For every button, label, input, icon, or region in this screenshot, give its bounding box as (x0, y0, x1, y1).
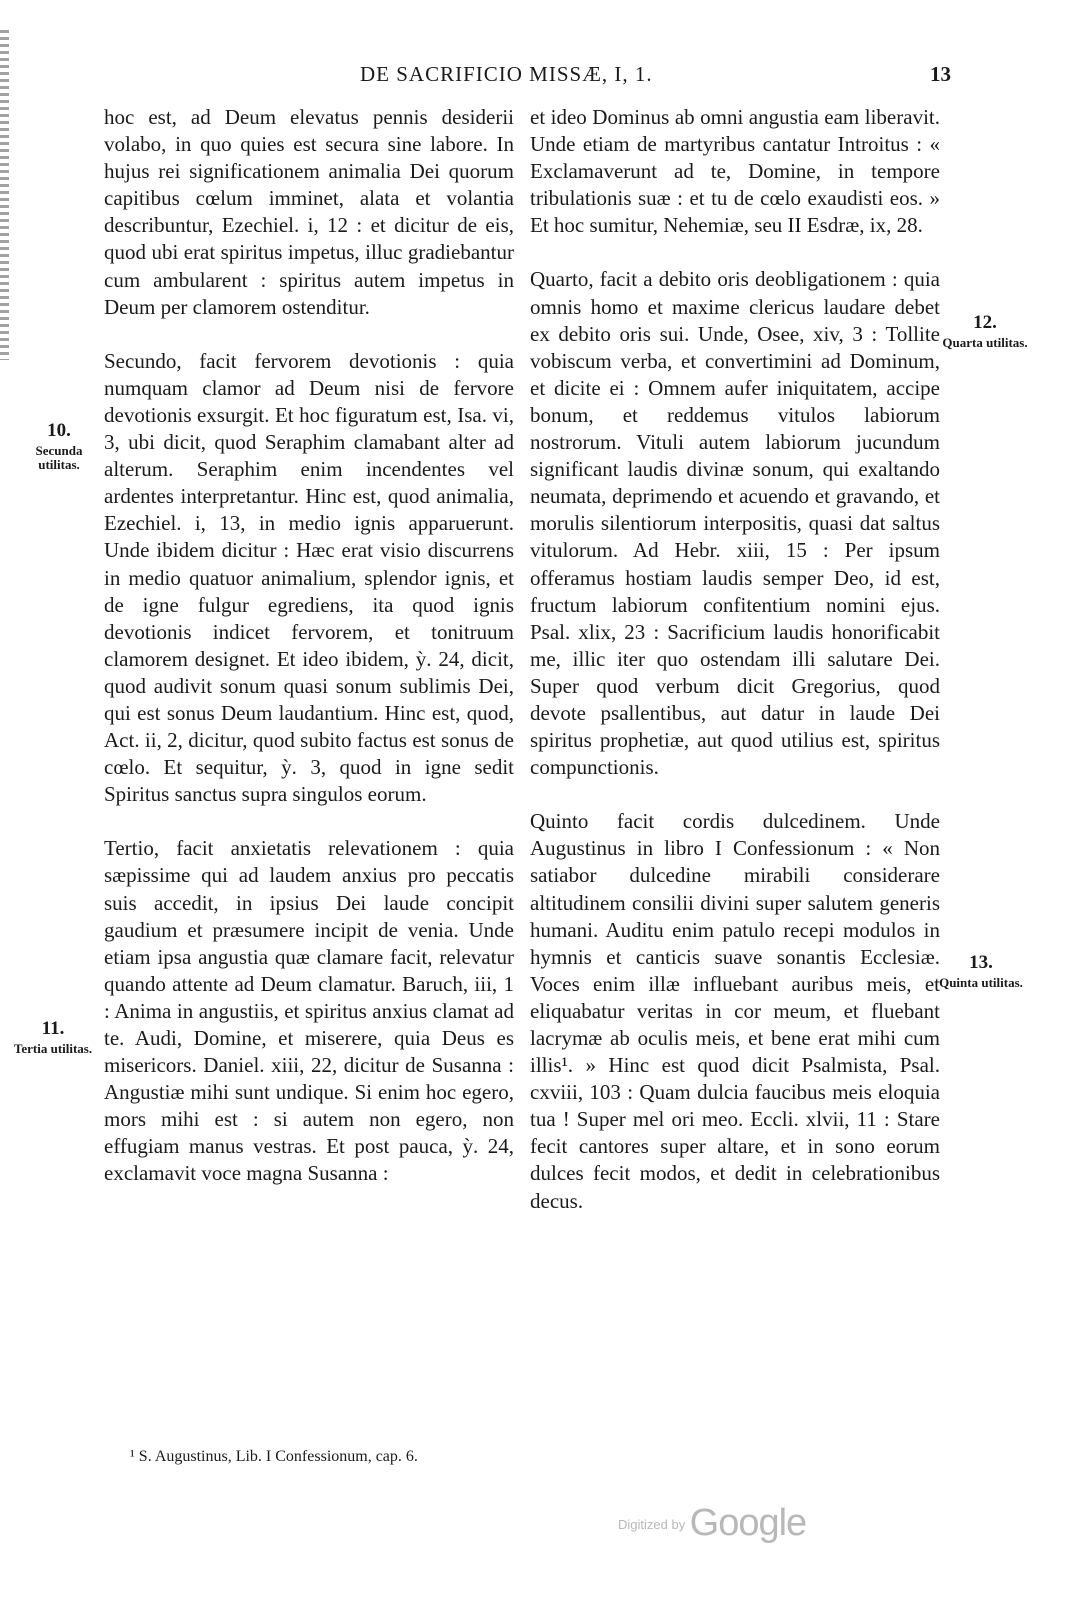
binding-edge (0, 30, 9, 360)
margin-note-number: 11. (41, 1018, 65, 1039)
paragraph-quinto: Quinto facit cordis dulcedinem. Unde Augustinus in libro I Confessionum : « Non satiabor dulcedine mirabili considerare altitudinem consilii divini super salutem generis humani. Auditu enim patulo recepi modulos in hymnis et canticis suave sonantis Ecclesiæ. Voces enim illæ influebant auribus meis, et eliquabatur veritas in cor meum, et fluebant lacrymæ ab oculis meis, et bene erat mihi cum illis¹. » Hinc est quod dicit Psalmista, Psal. cxviii, 103 : Quam dulcia faucibus meis eloquia tua ! Super mel ori meo. Eccli. xlvii, 11 : Stare fecit cantores super altare, et in sono eorum dulces fecit modos, et dedit in celebrationibus decus. (530, 809, 940, 1213)
paragraph-tertio: Tertio, facit anxietatis relevationem : quia sæpissime qui ad laudem anxius pro peccatis suis accedit, in ipsius Dei laude concipit gaudium et præsumere incipit de venia. Unde etiam ipsa angustia quæ clamare facit, relevatur quando attente ad Deum clamatur. Baruch, iii, 1 : Anima in angustiis, et spiritus anxius clamat ad te. Audi, Domine, et miserere, quia Deus es misericors. Daniel. xiii, 22, dicitur de Susanna : Angustiæ mihi sunt undique. Si enim hoc egero, mors mihi est : si autem non egero, non effugiam manus vestras. Et post pauca, ỳ. 24, exclamavit voce magna Susanna : (104, 836, 514, 1186)
paragraph-continuation: hoc est, ad Deum elevatus pennis desiderii volabo, in quo quies est secura sine labore. In hujus rei significationem animalia Dei quorum capitibus cœlum imminet, alata et volantia describuntur, Ezechiel. i, 12 : et dicitur de eis, quod ubi erat spiritus impetus, illuc gradiebantur cum ambularent : spiritus autem impetus in Deum per clamorem ostenditur. (104, 105, 514, 319)
running-head: DE SACRIFICIO MISSÆ, I, 1. (360, 62, 653, 86)
margin-note-label: Quinta utilitas. (939, 975, 1023, 990)
google-logo: Google (689, 1502, 807, 1544)
paragraph-continuation-right: et ideo Dominus ab omni angustia eam liberavit. Unde etiam de martyribus cantatur Introitus : « Exclamaverunt ad te, Domine, in tempore tribulationis suæ : et tu de cœlo exaudisti eos. » Et hoc sumitur, Nehemiæ, seu II Esdræ, ix, 28. (530, 105, 940, 238)
paragraph-secundo: Secundo, facit fervorem devotionis : quia numquam clamor ad Deum nisi de fervore devotionis exsurgit. Et hoc figuratum est, Isa. vi, 3, ubi dicit, quod Seraphim clamabant alter ad alterum. Seraphim enim incendentes vel ardentes interpretantur. Hinc est, quod animalia, Ezechiel. i, 13, in medio ignis apparuerunt. Unde ibidem dicitur : Hæc erat visio discurrens in medio quatuor animalium, splendor ignis, et de igne fulgur egrediens, ita quod ignis devotionis indicet fervorem, et tonitruum clamorem designet. Et ideo ibidem, ỳ. 24, dicit, quod audivit sonum quasi sonum sublimis Dei, qui est sonus Deum laudantium. Hinc est, quod, Act. ii, 2, dicitur, quod subito factus est sonus de cœlo. Et sequitur, ỳ. 3, quod in igne sedit Spiritus sanctus supra singulos eorum. (104, 348, 514, 807)
paragraph-quarto: Quarto, facit a debito oris deobligationem : quia omnis homo et maxime clericus laudare debet ex debito oris sui. Unde, Osee, xiv, 3 : Tollite vobiscum verba, et convertimini ad Dominum, et dicite ei : Omnem aufer iniquitatem, accipe bonum, et reddemus vitulos labiorum nostrorum. Vituli autem labiorum jucundum significant laudis divinæ sonum, qui exaltando neumata, deprimendo et acuendo et gravando, et morulis silentiorum interpositis, quasi dat saltus vitulorum. Ad Hebr. xiii, 15 : Per ipsum offeramus hostiam laudis semper Deo, id est, fructum labiorum confitentium nomini ejus. Psal. xlix, 23 : Sacrificium laudis honorificabit me, illic iter quo ostendam illi salutare Dei. Super quod verbum dicit Gregorius, quod devote psallentibus, aut datur in laude Dei spiritus prophetiæ, aut quod utilius est, spiritus compunctionis. (530, 267, 940, 780)
margin-note-number: 12. (973, 312, 997, 333)
margin-note-label: Secunda utilitas. (35, 443, 83, 472)
margin-note-number: 10. (47, 420, 71, 441)
margin-note-12 (940, 312, 1030, 350)
watermark-prefix: Digitized by (618, 1517, 686, 1532)
margin-note-label: Quarta utilitas. (942, 335, 1028, 350)
left-column (104, 104, 514, 1188)
margin-note-13 (936, 952, 1026, 990)
margin-note-10 (14, 420, 104, 472)
page-number: 13 (930, 62, 951, 86)
footnote: ¹ S. Augustinus, Lib. I Confessionum, cap. 6. (130, 1448, 418, 1465)
margin-note-number: 13. (969, 952, 993, 973)
margin-note-label: Tertia utilitas. (13, 1041, 93, 1056)
right-column (530, 104, 940, 1215)
margin-note-11 (8, 1018, 98, 1056)
google-watermark (618, 1502, 806, 1545)
